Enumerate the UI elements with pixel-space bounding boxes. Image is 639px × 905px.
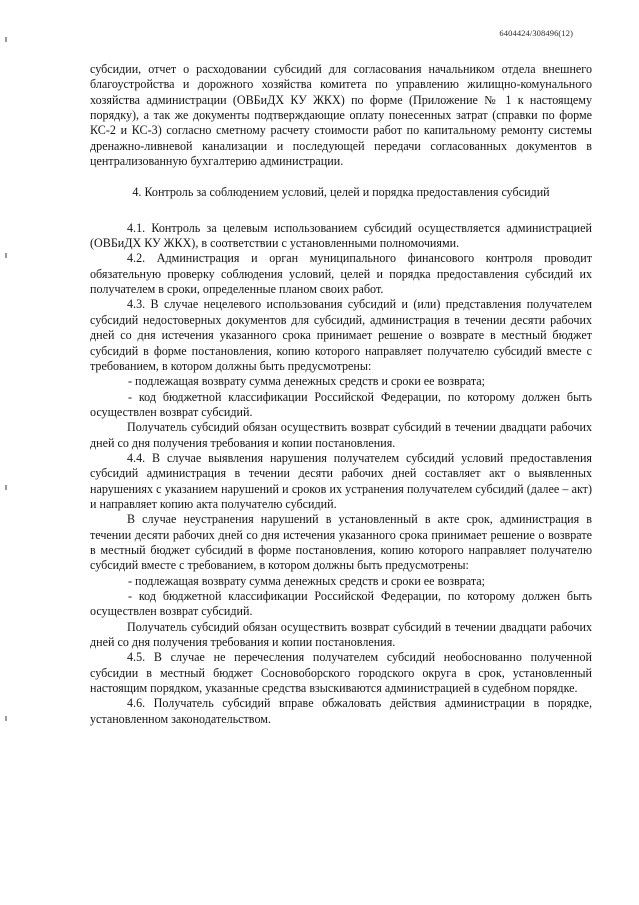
list-item: - подлежащая возврату сумма денежных средств и сроки ее возврата; — [128, 374, 485, 389]
list-item: - код бюджетной классификации Российской Федерации, по которому должен быть осуществлен возврат субсидий. — [90, 389, 592, 419]
list-item: - подлежащая возврату сумма денежных средств и сроки ее возврата; — [128, 573, 485, 588]
document-number: 6404424/308496(12) — [499, 28, 573, 38]
paragraph-return-obligation: Получатель субсидий обязан осуществить возврат субсидий в течении двадцати рабочих дней со дня получения требования и копии постановления. — [90, 619, 592, 650]
paragraph-4-6: 4.6. Получатель субсидий вправе обжаловать действия администрации в порядке, установленном законодательством. — [90, 696, 592, 726]
paragraph-4-1: 4.1. Контроль за целевым использованием субсидий осуществляется администрацией (ОВБиДХ КУ ЖКХ), в соответствии с установленными полномочиями. — [90, 220, 592, 251]
section-heading: 4. Контроль за соблюдением условий, целей и порядка предоставления субсидий — [132, 185, 550, 200]
scan-mark — [5, 716, 7, 721]
scan-mark — [5, 253, 7, 258]
list-item: - код бюджетной классификации Российской Федерации, по которому должен быть осуществлен возврат субсидий. — [90, 589, 592, 619]
paragraph-4-5: 4.5. В случае не перечесления получателем субсидий необоснованно полученной субсидии в местный бюджет Сосновоборского городского округа в срок, установленный настоящим порядком, указанные средства взыскиваются администрацией в судебном порядке. — [90, 650, 592, 696]
scan-mark — [5, 37, 7, 42]
paragraph-4-4-uncorrected: В случае неустранения нарушений в установленный в акте срок, администрация в течении десяти рабочих дней со дня истечения указанного срока принимает решение о возврате в местный бюджет субсидий в форме постановления, копию которого направляет получателю субсидий вместе с требованием, в котором должны быть предусмотрены: — [90, 512, 592, 573]
paragraph-4-3: 4.3. В случае нецелевого использования субсидий и (или) представления получателем субсидий недостоверных документов для субсидий, администрация в течении десяти рабочих дней со дня истечения указанного срока принимает решение о возврате в местный бюджет субсидий в форме постановления, копию которого направляет получателю субсидий вместе с требованием, в котором должны быть предусмотрены: — [90, 297, 592, 373]
paragraph-return-obligation: Получатель субсидий обязан осуществить возврат субсидий в течении двадцати рабочих дней со дня получения требования и копии постановления. — [90, 420, 592, 450]
document-body — [90, 62, 592, 727]
scan-mark — [5, 485, 7, 490]
paragraph-4-4: 4.4. В случае выявления нарушения получателем субсидий условий предоставления субсидий администрация в течении десяти рабочих дней составляет акт о выявленных нарушениях с указанием нарушений и сроков их устранения получателем субсидий (далее – акт) и направляет копию акта получателю субсидий. — [90, 450, 592, 511]
paragraph-4-2: 4.2. Администрация и орган муниципального финансового контроля проводит обязательную проверку соблюдения условий, целей и порядка предоставления субсидий их получателем в сроки, определенные планом своих работ. — [90, 251, 592, 297]
paragraph-continuation: субсидии, отчет о расходовании субсидий для согласования начальником отдела внешнего благоустройства и дорожного хозяйства комитета по управлению жилищно-комунального хозяйства администрации (ОВБиДХ КУ ЖКХ) по форме (Приложение № 1 к настоящему порядку), а так же документы подтверждающие оплату понесенных затрат (справки по форме КС-2 и КС-3) согласно сметному расчету стоимости работ по капитальному ремонту системы дренажно-ливневой канализации и последующей передачи согласованных документов в централизованную бухгалтерию администрации. — [90, 62, 592, 169]
